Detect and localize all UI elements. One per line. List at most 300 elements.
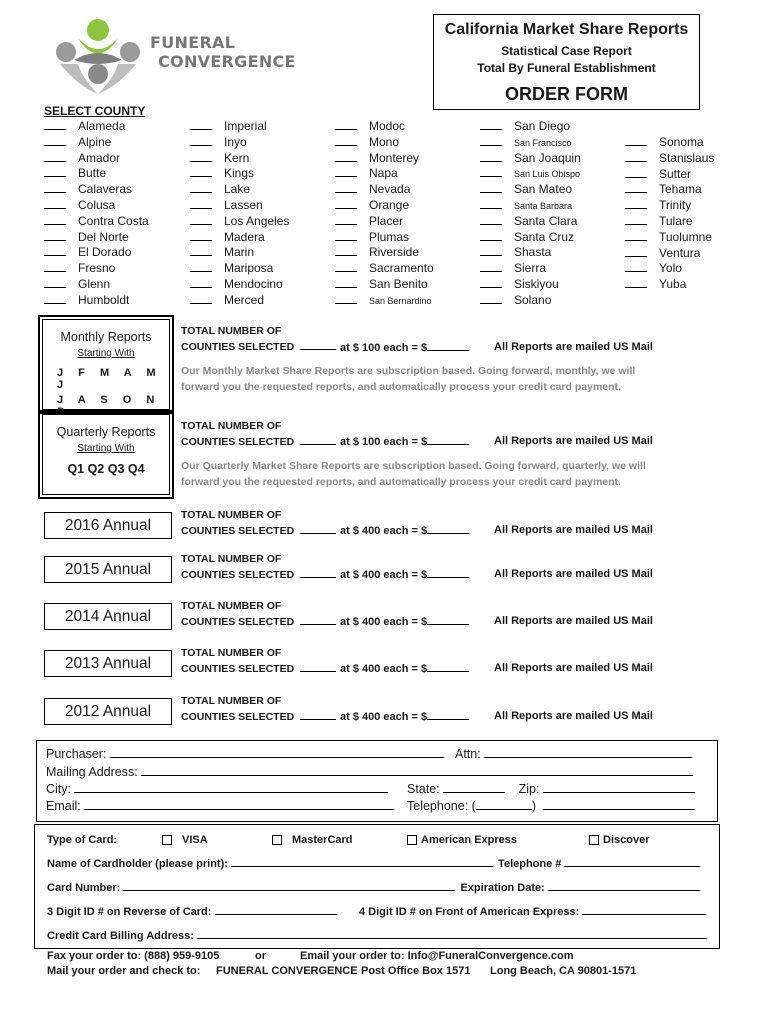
county-item: [335, 119, 434, 135]
county-item: [625, 261, 714, 277]
county-select-blank[interactable]: [335, 119, 357, 130]
county-select-blank[interactable]: [625, 261, 647, 272]
county-select-blank[interactable]: [335, 245, 357, 256]
annual-report-box: 2016 Annual: [44, 512, 172, 539]
cardholder-label: Name of Cardholder (please print):: [47, 858, 228, 870]
county-item: [44, 293, 149, 309]
county-name: Modoc: [369, 119, 406, 133]
county-select-blank[interactable]: [625, 246, 647, 257]
county-select-blank[interactable]: [335, 293, 357, 304]
city-field[interactable]: [74, 781, 388, 793]
county-item: [335, 135, 434, 151]
county-item: [44, 214, 149, 230]
county-name: Humboldt: [78, 292, 130, 307]
total-line-2: COUNTIES SELECTED: [181, 341, 295, 353]
county-name: Stanislaus: [659, 150, 715, 165]
amex-checkbox[interactable]: [407, 835, 417, 845]
annual-mail-note: All Reports are mailed US Mail: [494, 615, 653, 627]
county-name: Santa Clara: [514, 213, 578, 228]
county-select-blank[interactable]: [335, 151, 357, 162]
quarterly-reports-title: Quarterly Reports: [56, 425, 156, 439]
county-name: Nevada: [369, 182, 411, 197]
city-row: [46, 781, 388, 796]
county-item: [335, 230, 434, 246]
county-name: Inyo: [224, 134, 247, 149]
total-line-1: TOTAL NUMBER OF: [181, 600, 282, 612]
county-select-blank[interactable]: [190, 135, 212, 146]
annual-mail-note: All Reports are mailed US Mail: [494, 662, 653, 674]
county-select-blank[interactable]: [44, 261, 66, 272]
annual-amount-field[interactable]: [427, 662, 469, 672]
purchaser-field[interactable]: [110, 746, 444, 758]
county-select-blank[interactable]: [44, 166, 66, 177]
select-county-heading: SELECT COUNTY: [44, 104, 146, 118]
county-select-blank[interactable]: [190, 214, 212, 225]
county-select-blank[interactable]: [480, 166, 502, 177]
monthly-starting-with: Starting With: [77, 348, 135, 359]
county-item: [625, 277, 714, 293]
county-name: Butte: [78, 166, 107, 181]
county-column-5: [625, 135, 714, 293]
county-name: San Diego: [514, 119, 571, 133]
card-number-field[interactable]: [123, 881, 455, 891]
quarterly-price-label: at $ 100 each = $: [340, 436, 428, 448]
quarterly-mail-note: All Reports are mailed US Mail: [494, 435, 653, 447]
card-telephone-field[interactable]: [564, 857, 700, 867]
county-select-blank[interactable]: [335, 214, 357, 225]
county-name: Imperial: [224, 119, 267, 133]
company-name: FUNERAL CONVERGENCE: [216, 965, 358, 977]
county-select-blank[interactable]: [190, 277, 212, 288]
visa-option[interactable]: [162, 834, 208, 846]
county-item: [625, 246, 714, 262]
county-item: [625, 167, 714, 183]
county-name: Fresno: [78, 261, 116, 276]
digit4-field[interactable]: [582, 905, 706, 915]
visa-checkbox[interactable]: [162, 835, 172, 845]
county-name: Monterey: [369, 150, 420, 165]
county-item: [190, 198, 289, 214]
county-name: Siskiyou: [514, 276, 559, 291]
county-select-blank[interactable]: [480, 151, 502, 162]
annual-price: [340, 568, 469, 581]
county-item: [190, 230, 289, 246]
county-item: [190, 261, 289, 277]
annual-total-label: [181, 598, 336, 630]
county-name: Ventura: [659, 245, 701, 260]
quarterly-subscription-note: [181, 458, 646, 490]
county-select-blank[interactable]: [44, 135, 66, 146]
annual-count-field[interactable]: [300, 615, 336, 625]
quarterly-reports-box: [42, 414, 170, 495]
digit3-field[interactable]: [215, 905, 337, 915]
annual-mail-note: All Reports are mailed US Mail: [494, 710, 653, 722]
quarterly-amount-field[interactable]: [427, 435, 469, 445]
county-item: [480, 245, 581, 261]
attn-row: [455, 746, 692, 761]
annual-count-field[interactable]: [300, 710, 336, 720]
county-name: Sierra: [514, 261, 547, 276]
purchaser-row: [46, 746, 444, 761]
monthly-total-label: [181, 323, 336, 355]
or-text: or: [255, 950, 266, 962]
county-select-blank[interactable]: [625, 135, 647, 146]
county-name: Napa: [369, 166, 398, 181]
county-item: [625, 198, 714, 214]
county-item: [335, 166, 434, 182]
total-line-1: TOTAL NUMBER OF: [181, 420, 282, 432]
email-row: [46, 798, 394, 813]
county-name: Merced: [224, 292, 265, 307]
county-item: [335, 182, 434, 198]
county-name: Mono: [369, 134, 400, 149]
annual-total-label: [181, 693, 336, 725]
county-item: [190, 245, 289, 261]
annual-count-field[interactable]: [300, 568, 336, 578]
county-item: [44, 261, 149, 277]
monthly-note-line-2: forward you the requested reports, and automatically process your credit card payment.: [181, 381, 621, 393]
county-name: Lake: [224, 182, 251, 197]
county-item: [625, 214, 714, 230]
monthly-note-line-1: Our Monthly Market Share Reports are subscription based. Going forward, monthly, we will: [181, 365, 636, 377]
total-line-1: TOTAL NUMBER OF: [181, 509, 282, 521]
county-select-blank[interactable]: [190, 151, 212, 162]
county-item: [44, 230, 149, 246]
county-name: Plumas: [369, 229, 410, 244]
county-select-blank[interactable]: [625, 230, 647, 241]
county-item: [480, 277, 581, 293]
county-item: [190, 182, 289, 198]
county-item: [480, 214, 581, 230]
county-select-blank[interactable]: [335, 166, 357, 177]
annual-total-label: [181, 645, 336, 677]
state-label: State:: [407, 782, 440, 796]
state-field[interactable]: [443, 781, 505, 793]
county-item: [335, 293, 434, 309]
quarterly-price: [340, 435, 469, 448]
county-select-blank[interactable]: [625, 198, 647, 209]
visa-label: VISA: [182, 834, 208, 846]
quarterly-quarters[interactable]: Q1 Q2 Q3 Q4: [67, 462, 145, 476]
amex-option[interactable]: [407, 834, 517, 846]
county-column-3: [335, 119, 434, 309]
county-item: [335, 214, 434, 230]
county-name: Glenn: [78, 276, 111, 291]
county-select-blank[interactable]: [190, 230, 212, 241]
county-item: [335, 277, 434, 293]
quarterly-note-line-1: Our Quarterly Market Share Reports are subscription based. Going forward, quarterly, we will: [181, 460, 646, 472]
purchaser-label: Purchaser:: [46, 747, 107, 761]
county-select-blank[interactable]: [44, 245, 66, 256]
page-title: California Market Share Reports: [444, 21, 689, 38]
digit3-row: [47, 905, 337, 918]
county-name: Trinity: [659, 198, 692, 213]
annual-price-label: at $ 400 each = $: [340, 569, 428, 581]
county-select-blank[interactable]: [44, 151, 66, 162]
county-name: Tuolumne: [659, 229, 712, 244]
county-name: Yolo: [659, 261, 682, 276]
county-name: Shasta: [514, 245, 552, 260]
annual-price-label: at $ 400 each = $: [340, 711, 428, 723]
county-select-blank[interactable]: [335, 198, 357, 209]
monthly-reports-title: Monthly Reports: [60, 330, 152, 344]
county-select-blank[interactable]: [480, 230, 502, 241]
annual-amount-field[interactable]: [427, 568, 469, 578]
mastercard-label: MasterCard: [292, 834, 353, 846]
county-select-blank[interactable]: [44, 230, 66, 241]
county-name: Yuba: [659, 277, 687, 292]
county-item: [190, 135, 289, 151]
monthly-reports-box: [42, 319, 170, 418]
county-select-blank[interactable]: [190, 119, 212, 130]
email-order-line[interactable]: Email your order to: Info@FuneralConvergence.com: [300, 950, 574, 962]
county-name: Lassen: [224, 197, 263, 212]
card-number-row: [47, 881, 700, 894]
mailing-field[interactable]: [141, 764, 693, 776]
zip-label: Zip:: [518, 782, 540, 796]
county-name: San Luis Obispo: [514, 169, 581, 180]
cardholder-field[interactable]: [231, 857, 493, 867]
county-item: [480, 119, 581, 135]
total-line-2: COUNTIES SELECTED: [181, 616, 295, 628]
monthly-months-row-1[interactable]: J F M A M J: [57, 367, 162, 391]
brand-line2: CONVERGENCE: [158, 52, 296, 71]
county-name: Riverside: [369, 245, 420, 260]
county-select-blank[interactable]: [190, 293, 212, 304]
county-name: Sacramento: [369, 261, 434, 276]
county-item: [190, 277, 289, 293]
county-name: Santa Cruz: [514, 229, 575, 244]
state-row: [407, 781, 695, 796]
total-line-1: TOTAL NUMBER OF: [181, 325, 282, 337]
annual-total-label: [181, 507, 336, 539]
county-item: [480, 135, 581, 151]
county-item: [335, 151, 434, 167]
county-name: Del Norte: [78, 229, 129, 244]
county-name: Tulare: [659, 213, 693, 228]
billing-field[interactable]: [197, 929, 707, 939]
county-item: [480, 166, 581, 182]
county-name: El Dorado: [78, 245, 132, 260]
county-select-blank[interactable]: [625, 277, 647, 288]
monthly-count-field[interactable]: [300, 340, 336, 350]
brand-line1: FUNERAL: [150, 33, 236, 52]
header-subtitle-2: Total By Funeral Establishment: [477, 61, 656, 75]
billing-label: Credit Card Billing Address:: [47, 930, 194, 942]
county-select-blank[interactable]: [480, 293, 502, 304]
county-select-blank[interactable]: [480, 198, 502, 209]
county-item: [480, 261, 581, 277]
header-subtitle-1: Statistical Case Report: [501, 44, 632, 58]
county-item: [44, 166, 149, 182]
county-item: [44, 198, 149, 214]
county-name: San Benito: [369, 276, 428, 291]
discover-checkbox[interactable]: [589, 835, 599, 845]
county-name: Orange: [369, 197, 410, 212]
county-select-blank[interactable]: [480, 277, 502, 288]
county-name: Madera: [224, 229, 265, 244]
po-box: Post Office Box 1571: [361, 965, 471, 977]
county-select-blank[interactable]: [480, 245, 502, 256]
quarterly-starting-with: Starting With: [77, 443, 135, 454]
county-item: [335, 198, 434, 214]
telephone-row: [407, 798, 695, 813]
funeral-convergence-logo: [48, 16, 148, 98]
county-select-blank[interactable]: [44, 198, 66, 209]
annual-report-box: 2015 Annual: [44, 556, 172, 583]
annual-count-field[interactable]: [300, 524, 336, 534]
county-name: San Joaquin: [514, 150, 581, 165]
county-column-4: [480, 119, 581, 309]
county-select-blank[interactable]: [190, 245, 212, 256]
county-name: Sutter: [659, 166, 692, 181]
annual-price-label: at $ 400 each = $: [340, 616, 428, 628]
annual-total-label: [181, 551, 336, 583]
county-item: [480, 293, 581, 309]
annual-price-label: at $ 400 each = $: [340, 663, 428, 675]
mail-order-label: Mail your order and check to:: [47, 965, 201, 977]
county-item: [190, 151, 289, 167]
card-number-label: Card Number:: [47, 882, 121, 894]
digit4-row: [359, 905, 706, 918]
expiration-field[interactable]: [548, 881, 700, 891]
county-item: [480, 198, 581, 214]
area-code-field[interactable]: [476, 798, 532, 810]
telephone-close: ): [531, 799, 536, 813]
discover-option[interactable]: [589, 834, 649, 846]
annual-mail-note: All Reports are mailed US Mail: [494, 568, 653, 580]
county-column-2: [190, 119, 289, 309]
county-select-blank[interactable]: [625, 182, 647, 193]
mastercard-checkbox[interactable]: [272, 835, 282, 845]
county-item: [44, 135, 149, 151]
total-line-1: TOTAL NUMBER OF: [181, 553, 282, 565]
county-name: Colusa: [78, 197, 116, 212]
mailing-row: [46, 764, 693, 779]
county-item: [44, 245, 149, 261]
county-name: San Mateo: [514, 182, 573, 197]
county-select-blank[interactable]: [190, 166, 212, 177]
county-item: [44, 277, 149, 293]
total-line-1: TOTAL NUMBER OF: [181, 647, 282, 659]
county-select-blank[interactable]: [335, 230, 357, 241]
total-line-2: COUNTIES SELECTED: [181, 569, 295, 581]
email-field[interactable]: [84, 798, 394, 810]
county-item: [625, 135, 714, 151]
county-select-blank[interactable]: [625, 151, 647, 162]
card-type-label: Type of Card:: [47, 834, 118, 846]
county-name: Mendocino: [224, 276, 283, 291]
county-column-1: [44, 119, 149, 309]
county-item: [480, 151, 581, 167]
county-name: Alameda: [78, 119, 126, 133]
annual-report-box: 2013 Annual: [44, 650, 172, 677]
annual-report-box: 2014 Annual: [44, 603, 172, 630]
county-select-blank[interactable]: [480, 119, 502, 130]
total-line-2: COUNTIES SELECTED: [181, 711, 295, 723]
telephone-field[interactable]: [543, 798, 695, 810]
county-select-blank[interactable]: [480, 214, 502, 225]
county-select-blank[interactable]: [480, 135, 502, 146]
county-name: Santa Barbara: [514, 200, 573, 211]
county-select-blank[interactable]: [190, 261, 212, 272]
county-item: [190, 166, 289, 182]
annual-price-label: at $ 400 each = $: [340, 525, 428, 537]
county-item: [625, 151, 714, 167]
county-name: Solano: [514, 292, 552, 307]
mastercard-option[interactable]: [272, 834, 353, 846]
card-telephone-label: Telephone #: [498, 858, 562, 870]
monthly-amount-field[interactable]: [427, 341, 469, 351]
monthly-price-label: at $ 100 each = $: [340, 342, 428, 354]
county-select-blank[interactable]: [44, 214, 66, 225]
county-select-blank[interactable]: [335, 261, 357, 272]
brand-name: [150, 33, 296, 71]
annual-amount-field[interactable]: [427, 615, 469, 625]
county-select-blank[interactable]: [480, 182, 502, 193]
annual-amount-field[interactable]: [427, 524, 469, 534]
digit3-label: 3 Digit ID # on Reverse of Card:: [47, 906, 212, 918]
monthly-subscription-note: [181, 363, 635, 395]
county-name: Marin: [224, 245, 255, 260]
county-name: Kern: [224, 150, 250, 165]
county-select-blank[interactable]: [480, 261, 502, 272]
city-zip: Long Beach, CA 90801-1571: [490, 965, 637, 977]
county-select-blank[interactable]: [335, 182, 357, 193]
county-name: Alpine: [78, 134, 112, 149]
annual-amount-field[interactable]: [427, 710, 469, 720]
county-name: Contra Costa: [78, 213, 149, 228]
county-item: [480, 182, 581, 198]
county-name: Los Angeles: [224, 213, 290, 228]
county-select-blank[interactable]: [44, 119, 66, 130]
quarterly-count-field[interactable]: [300, 435, 336, 445]
annual-mail-note: All Reports are mailed US Mail: [494, 524, 653, 536]
county-select-blank[interactable]: [190, 182, 212, 193]
digit4-label: 4 Digit ID # on Front of American Express:: [359, 906, 580, 918]
county-select-blank[interactable]: [44, 182, 66, 193]
county-select-blank[interactable]: [335, 277, 357, 288]
attn-field[interactable]: [484, 746, 692, 758]
county-name: Tehama: [659, 182, 702, 197]
county-select-blank[interactable]: [190, 198, 212, 209]
mailing-label: Mailing Address:: [46, 765, 138, 779]
county-item: [625, 230, 714, 246]
county-select-blank[interactable]: [335, 135, 357, 146]
monthly-months-row-2[interactable]: J A S O N D: [57, 394, 161, 418]
county-item: [190, 214, 289, 230]
annual-count-field[interactable]: [300, 662, 336, 672]
total-line-2: COUNTIES SELECTED: [181, 663, 295, 675]
county-select-blank[interactable]: [44, 293, 66, 304]
county-select-blank[interactable]: [625, 167, 647, 178]
county-select-blank[interactable]: [625, 214, 647, 225]
county-name: San Bernardino: [369, 295, 432, 306]
county-item: [480, 230, 581, 246]
county-name: Kings: [224, 166, 255, 181]
expiration-label: Expiration Date:: [460, 882, 545, 894]
county-select-blank[interactable]: [44, 277, 66, 288]
total-line-2: COUNTIES SELECTED: [181, 525, 295, 537]
fax-line: Fax your order to: (888) 959-9105: [47, 950, 220, 962]
county-name: San Francisco: [514, 137, 572, 148]
annual-price: [340, 662, 469, 675]
county-item: [44, 119, 149, 135]
county-name: Mariposa: [224, 261, 274, 276]
county-item: [190, 119, 289, 135]
zip-field[interactable]: [543, 781, 695, 793]
county-item: [44, 151, 149, 167]
